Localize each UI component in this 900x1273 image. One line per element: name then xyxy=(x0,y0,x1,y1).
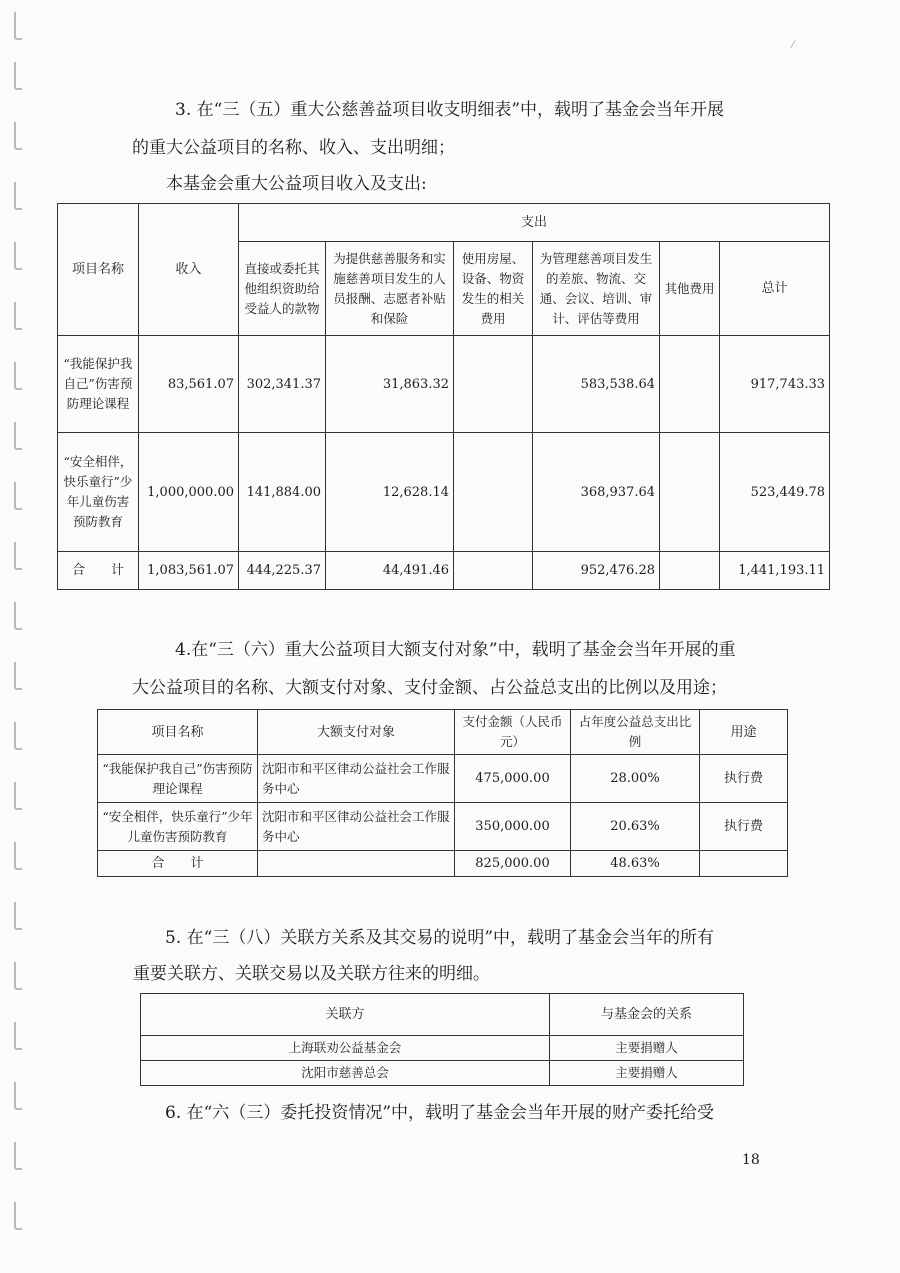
row-ratio: 20.63% xyxy=(571,803,700,851)
row-party: 上海联劝公益基金会 xyxy=(141,1036,550,1061)
row-other xyxy=(660,433,720,552)
table-row xyxy=(98,803,788,851)
header-management: 为管理慈善项目发生的差旅、物流、交通、会议、培训、审计、评估等费用 xyxy=(533,242,660,336)
total-facilities xyxy=(454,552,533,590)
header-party: 关联方 xyxy=(141,994,550,1036)
table-row xyxy=(141,1036,744,1061)
total-management: 952,476.28 xyxy=(533,552,660,590)
row-payee: 沈阳市和平区律动公益社会工作服务中心 xyxy=(258,803,455,851)
row-management: 368,937.64 xyxy=(533,433,660,552)
total-label: 合 计 xyxy=(98,851,258,877)
row-direct: 141,884.00 xyxy=(239,433,326,552)
row-personnel: 31,863.32 xyxy=(326,336,454,433)
header-personnel: 为提供慈善服务和实施慈善项目发生的人员报酬、志愿者补贴和保险 xyxy=(326,242,454,336)
section5-line1: 5. 在“三（八）关联方关系及其交易的说明”中，载明了基金会当年的所有 xyxy=(165,928,715,948)
section4-line2: 大公益项目的名称、大额支付对象、支付金额、占公益总支出的比例以及用途； xyxy=(132,678,727,698)
table-row xyxy=(58,433,830,552)
header-expenditure: 支出 xyxy=(239,204,830,242)
row-personnel: 12,628.14 xyxy=(326,433,454,552)
header-total: 总计 xyxy=(720,242,830,336)
header-ratio: 占年度公益总支出比例 xyxy=(571,710,700,755)
binder-holes xyxy=(0,0,40,1273)
header-direct-grants: 直接或委托其他组织资助给受益人的款物 xyxy=(239,242,326,336)
total-row xyxy=(98,851,788,877)
total-direct: 444,225.37 xyxy=(239,552,326,590)
row-payee: 沈阳市和平区律动公益社会工作服务中心 xyxy=(258,755,455,803)
total-ratio: 48.63% xyxy=(571,851,700,877)
header-payee: 大额支付对象 xyxy=(258,710,455,755)
header-facilities: 使用房屋、设备、物资发生的相关费用 xyxy=(454,242,533,336)
total-total: 1,441,193.11 xyxy=(720,552,830,590)
row-income: 83,561.07 xyxy=(139,336,239,433)
header-other: 其他费用 xyxy=(660,242,720,336)
header-project-name: 项目名称 xyxy=(58,204,139,336)
pen-mark: ⁄ xyxy=(792,40,794,51)
table1-caption: 本基金会重大公益项目收入及支出: xyxy=(166,174,427,194)
row-amount: 475,000.00 xyxy=(455,755,571,803)
row-project-name: “安全相伴，快乐童行”少年儿童伤害预防教育 xyxy=(58,433,139,552)
row-relation: 主要捐赠人 xyxy=(550,1061,744,1086)
table-row xyxy=(141,1061,744,1086)
section4-line1: 4.在“三（六）重大公益项目大额支付对象”中，载明了基金会当年开展的重 xyxy=(175,640,736,660)
total-amount: 825,000.00 xyxy=(455,851,571,877)
section6-line1: 6. 在“六（三）委托投资情况”中，载明了基金会当年开展的财产委托给受 xyxy=(165,1103,715,1123)
row-project-name: “我能保护我自己”伤害预防理论课程 xyxy=(58,336,139,433)
row-facilities xyxy=(454,433,533,552)
total-row xyxy=(58,552,830,590)
page-number: 18 xyxy=(742,1152,760,1168)
row-party: 沈阳市慈善总会 xyxy=(141,1061,550,1086)
row-project-name: “我能保护我自己”伤害预防理论课程 xyxy=(98,755,258,803)
total-personnel: 44,491.46 xyxy=(326,552,454,590)
row-relation: 主要捐赠人 xyxy=(550,1036,744,1061)
row-purpose: 执行费 xyxy=(700,803,788,851)
header-relation: 与基金会的关系 xyxy=(550,994,744,1036)
total-payee xyxy=(258,851,455,877)
large-payment-table xyxy=(97,709,788,877)
row-direct: 302,341.37 xyxy=(239,336,326,433)
row-other xyxy=(660,336,720,433)
header-income: 收入 xyxy=(139,204,239,336)
total-purpose xyxy=(700,851,788,877)
income-expenditure-table xyxy=(57,203,830,590)
row-ratio: 28.00% xyxy=(571,755,700,803)
row-income: 1,000,000.00 xyxy=(139,433,239,552)
row-purpose: 执行费 xyxy=(700,755,788,803)
row-project-name: “安全相伴，快乐童行”少年儿童伤害预防教育 xyxy=(98,803,258,851)
section3-line2: 的重大公益项目的名称、收入、支出明细； xyxy=(132,138,455,158)
related-party-table xyxy=(140,993,744,1086)
row-amount: 350,000.00 xyxy=(455,803,571,851)
header-project-name: 项目名称 xyxy=(98,710,258,755)
section5-line2: 重要关联方、关联交易以及关联方往来的明细。 xyxy=(133,964,490,984)
row-management: 583,538.64 xyxy=(533,336,660,433)
total-income: 1,083,561.07 xyxy=(139,552,239,590)
header-amount: 支付金额（人民币元） xyxy=(455,710,571,755)
header-purpose: 用途 xyxy=(700,710,788,755)
section3-line1: 3. 在“三（五）重大公慈善益项目收支明细表”中，载明了基金会当年开展 xyxy=(175,100,725,120)
row-total: 917,743.33 xyxy=(720,336,830,433)
table-row xyxy=(98,755,788,803)
table-row xyxy=(58,336,830,433)
total-label: 合 计 xyxy=(58,552,139,590)
row-facilities xyxy=(454,336,533,433)
total-other xyxy=(660,552,720,590)
row-total: 523,449.78 xyxy=(720,433,830,552)
